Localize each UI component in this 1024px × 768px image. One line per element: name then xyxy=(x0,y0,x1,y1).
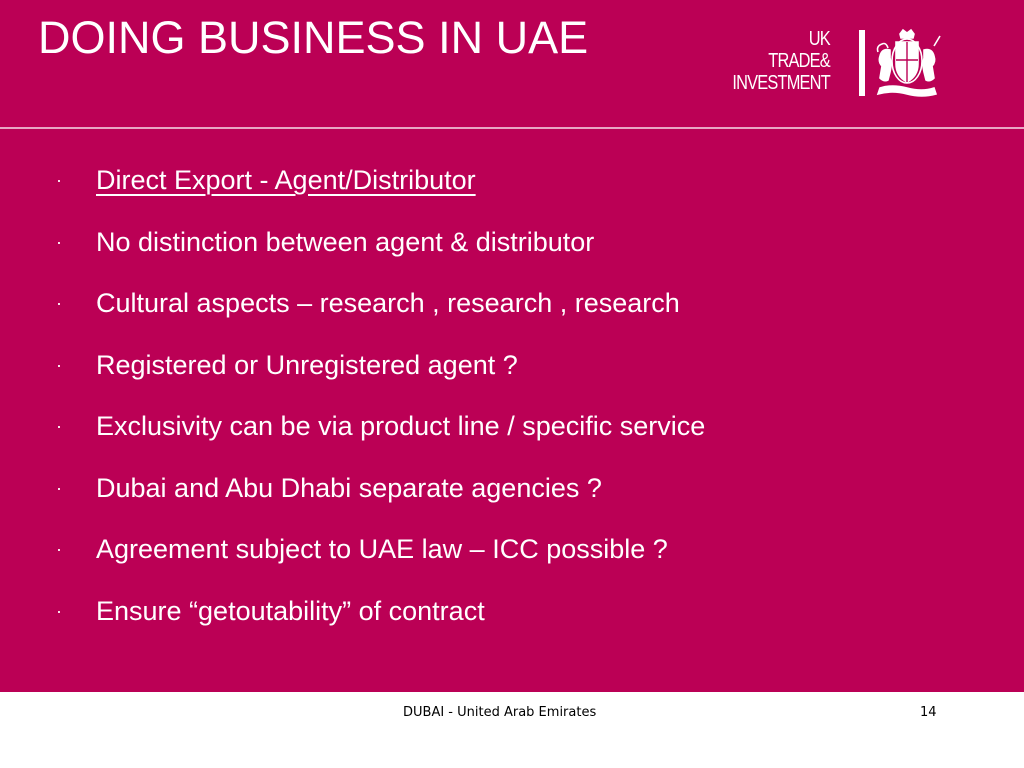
page-number: 14 xyxy=(920,705,937,720)
ukti-logo xyxy=(732,24,996,104)
bullet-text: No distinction between agent & distributor xyxy=(96,226,595,257)
bullet-text: Ensure “getoutability” of contract xyxy=(96,595,485,626)
logo-line-uk: UK xyxy=(808,28,830,50)
logo-line-trade: TRADE& xyxy=(768,50,830,72)
bullet-marker: · xyxy=(56,477,62,498)
bullet-marker: · xyxy=(56,416,62,436)
bullet-text-link[interactable]: Direct Export - Agent/Distributor xyxy=(96,165,476,195)
bullet-text: Cultural aspects – research , research , research xyxy=(96,288,680,318)
bullet-text: Agreement subject to UAE law – ICC possible ? xyxy=(96,534,668,564)
bullet-marker: · xyxy=(56,170,62,190)
bullet-marker: · xyxy=(56,354,62,375)
bullet-marker: · xyxy=(56,600,62,621)
bullet-marker: · xyxy=(56,231,62,252)
logo-line-investment: INVESTMENT xyxy=(732,72,830,94)
footer-caption: DUBAI - United Arab Emirates xyxy=(403,705,597,720)
slide-title: DOING BUSINESS IN UAE xyxy=(38,12,589,63)
bullet-text: Dubai and Abu Dhabi separate agencies ? xyxy=(96,472,602,503)
logo-divider-bar xyxy=(859,30,865,96)
bullet-text: Registered or Unregistered agent ? xyxy=(96,349,518,380)
title-divider xyxy=(0,127,1024,129)
logo-wordmark xyxy=(732,28,830,94)
bullet-marker: · xyxy=(56,539,62,559)
royal-coat-of-arms-icon xyxy=(872,28,942,100)
bullet-text: Exclusivity can be via product line / specific service xyxy=(96,411,706,441)
bullet-marker: · xyxy=(56,293,62,313)
